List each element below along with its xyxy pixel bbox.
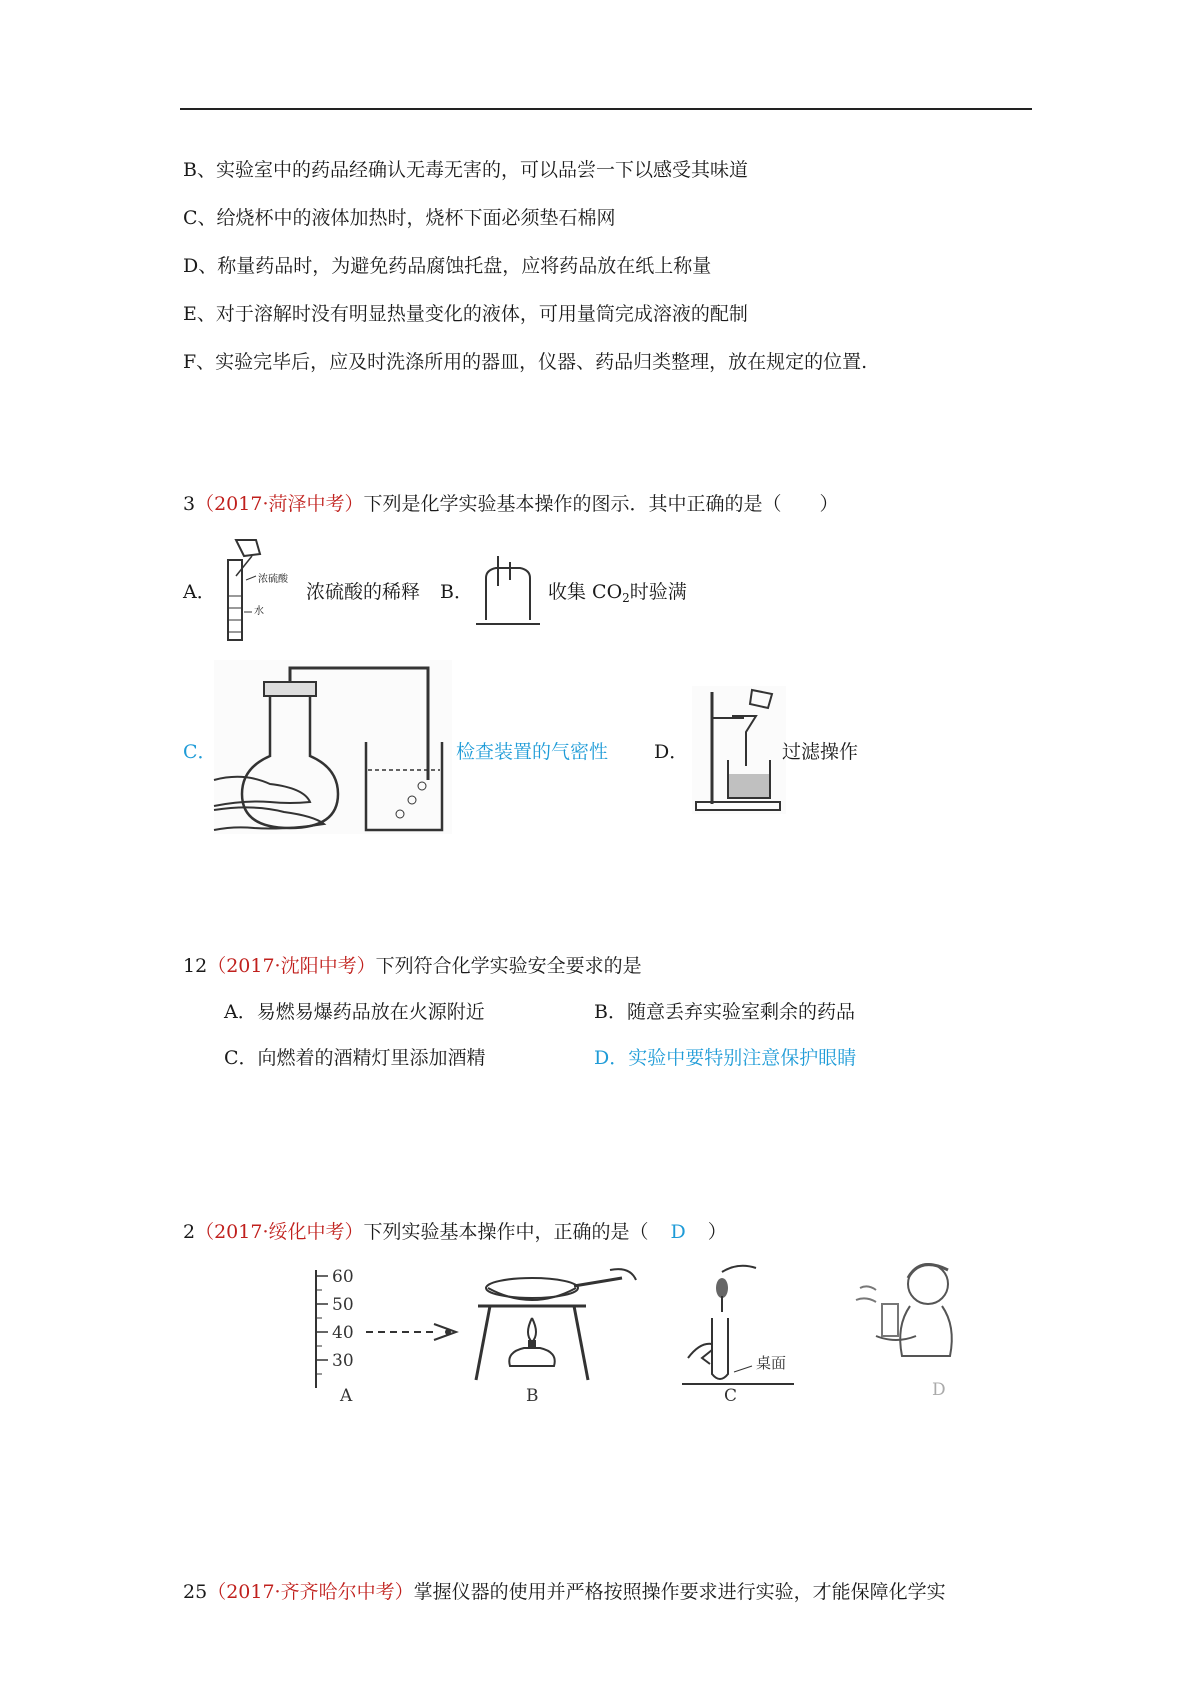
q2-answer: D: [670, 1221, 686, 1243]
q12-number: 12: [183, 955, 208, 977]
header-rule: [180, 108, 1032, 110]
q3-stem-text: 下列是化学实验基本操作的图示．其中正确的是（ ）: [363, 493, 839, 515]
prev-option-e: E、对于溶解时没有明显热量变化的液体，可用量筒完成溶液的配制: [183, 303, 748, 325]
q3-option-c-text: 检查装置的气密性: [456, 741, 609, 763]
q3-option-b-text-sub: 2: [622, 591, 630, 605]
scale-tick-60: 60: [332, 1267, 354, 1287]
q3-option-a-text: 浓硫酸的稀释: [306, 581, 421, 603]
q3-number: 3: [183, 493, 196, 515]
figure-co2-bottle: [476, 556, 544, 628]
q12-source: （2017·沈阳中考）: [207, 955, 376, 977]
fig-a-label-acid: 浓硫酸: [258, 574, 288, 585]
prev-option-b: B、实验室中的药品经确认无毒无害的，可以品尝一下以感受其味道: [183, 159, 748, 181]
figure-dropper-tube: [682, 1262, 800, 1392]
q2-close: ）: [707, 1221, 727, 1243]
q3-option-b-text-post: 时验满: [629, 581, 687, 603]
q25-stem-text: 掌握仪器的使用并严格按照操作要求进行实验，才能保障化学实: [413, 1581, 946, 1603]
figure-cylinder-reading: [306, 1264, 466, 1402]
q3-option-c-label: C．: [183, 741, 217, 763]
q12-option-b: B．随意丢弃实验室剩余的药品: [594, 1001, 855, 1023]
q3-option-b-label: B．: [440, 581, 473, 603]
figure-evaporation-tripod: [470, 1262, 640, 1400]
prev-option-f: F、实验完毕后，应及时洗涤所用的器皿，仪器、药品归类整理，放在规定的位置.: [183, 351, 868, 373]
prev-option-c: C、给烧杯中的液体加热时，烧杯下面必须垫石棉网: [183, 207, 616, 229]
q3-option-b-text-pre: 收集 CO: [548, 581, 623, 603]
q12-stem: [183, 954, 642, 978]
scale-tick-30: 30: [332, 1351, 354, 1371]
figure-label-b: B: [526, 1386, 539, 1406]
figure-desk-label: 桌面: [756, 1354, 787, 1372]
scale-tick-50: 50: [332, 1295, 354, 1315]
prev-option-d: D、称量药品时，为避免药品腐蚀托盘，应将药品放在纸上称量: [183, 255, 712, 277]
q2-stem-text: 下列实验基本操作中，正确的是（: [363, 1221, 649, 1243]
q3-option-d-text: 过滤操作: [782, 741, 859, 763]
q2-source: （2017·绥化中考）: [195, 1221, 364, 1243]
q3-option-d-label: D．: [654, 741, 689, 763]
figure-acid-dilution: [222, 536, 304, 642]
q12-stem-text: 下列符合化学实验安全要求的是: [375, 955, 642, 977]
q12-option-c: C．向燃着的酒精灯里添加酒精: [224, 1047, 486, 1069]
figure-filtration: [692, 686, 786, 814]
q2-stem: [183, 1220, 727, 1244]
figure-label-c: C: [724, 1386, 738, 1406]
q3-source: （2017·菏泽中考）: [195, 493, 364, 515]
q3-stem: [183, 492, 839, 516]
fig-a-label-water: 水: [254, 606, 264, 617]
scale-tick-40: 40: [332, 1323, 354, 1343]
q12-option-d: D．实验中要特别注意保护眼睛: [594, 1047, 857, 1069]
q12-option-a: A．易燃易爆药品放在火源附近: [224, 1001, 485, 1023]
figure-label-a: A: [340, 1386, 353, 1406]
figure-label-d: D: [932, 1380, 946, 1400]
q25-stem: [183, 1580, 946, 1604]
q3-option-a-label: A．: [183, 581, 216, 603]
figure-airtightness-check: [214, 660, 452, 834]
q2-number: 2: [183, 1221, 196, 1243]
q3-option-b-text: [548, 580, 687, 604]
q25-source: （2017·齐齐哈尔中考）: [207, 1581, 414, 1603]
q25-number: 25: [183, 1581, 208, 1603]
figure-smelling-bottle: [846, 1256, 976, 1396]
